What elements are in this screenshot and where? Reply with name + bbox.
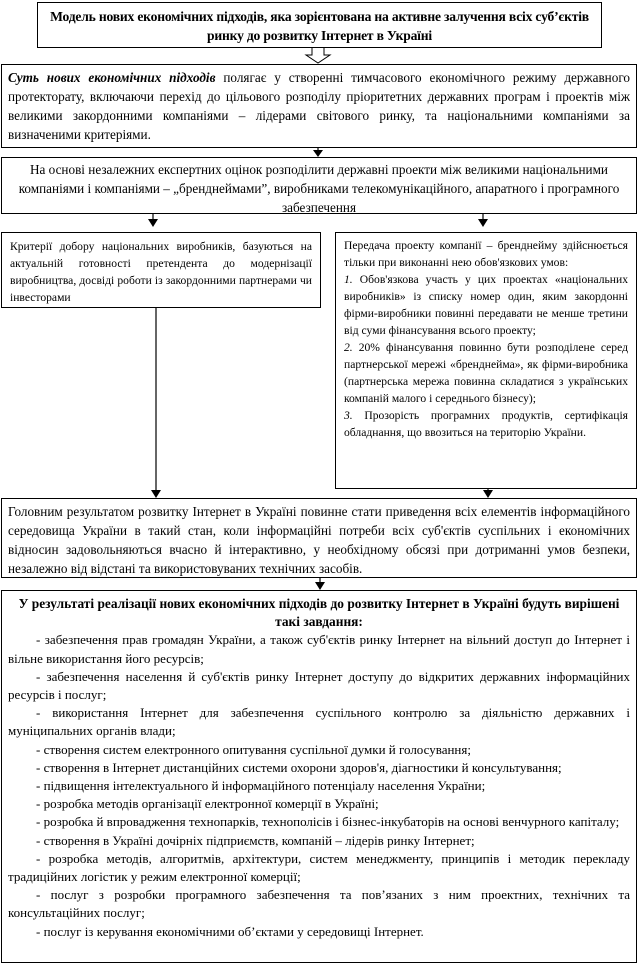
task-item: - забезпечення населення й суб'єктів ринку Інтернет доступу до відкритих державних інформаційних ресурсів і послуг; — [8, 668, 630, 703]
task-item: - послуг із керування економічними об’єктами у середовищі Інтернет. — [36, 923, 424, 939]
condition-item — [344, 271, 628, 339]
result-text: Головним результатом розвитку Інтернет в Україні повинне стати приведення всіх елементів інформаційного середовища України в такий стан, коли інформаційні потреби всіх суб'єктів суспільних і економічних відносин задовольняються вчасно й інтерактивно, у необхідному обсязі при дотриманні умов безпеки, незалежно від відстані та використовуваних технічних засобів. — [8, 504, 630, 576]
condition-number: 1. — [344, 273, 353, 286]
criteria-text: Критерії добору національних виробників, базуються на актуальній готовності претендента до модернізації виробництва, досвіді роботи із закордонними партнерами чи інвесторами — [10, 240, 312, 304]
title-box — [37, 2, 602, 48]
condition-item — [344, 339, 628, 407]
arrow-essence-to-distribution — [313, 148, 323, 157]
task-item: - використання Інтернет для забезпечення суспільного контролю за діяльністю державних і муніципальних органів влади; — [8, 705, 630, 739]
hollow-arrow-icon — [306, 48, 330, 63]
arrow-distribution-to-transfer — [478, 214, 488, 227]
condition-item — [344, 407, 628, 441]
task-item: - створення в Україні дочірніх підприємств, компаній – лідерів ринку Інтернет; — [36, 832, 475, 848]
distribution-box — [1, 157, 637, 214]
criteria-box — [1, 232, 321, 308]
condition-text: Обов'язкова участь у цих проектах «національних виробників» із списку номер один, яким закордонні фірми-виробники повинні передавати не менше третини від суми фінансування всього проекту; — [344, 273, 628, 337]
condition-number: 3. — [344, 409, 353, 422]
title-text: Модель нових економічних підходів, яка зорієнтована на активне залучення всіх суб’єктів ринку до розвитку Інтернет в Україні — [50, 9, 589, 43]
essence-box — [1, 64, 637, 148]
task-item: - створення систем електронного опитування суспільної думки й голосування; — [36, 741, 471, 757]
condition-text: 20% фінансування повинно бути розподілене серед партнерської мережі «бренднейма», як фірми-виробника (партнерська мережа повинна складатися з українських компаній малого і середнього бізнесу); — [344, 341, 628, 405]
essence-text: полягає у створенні тимчасового економічного режиму державного протекторату, включаючи перехід до цільового розподілу пріоритетних державних програм і проектів між великими закордонними компаніями – лідерами світового ринку, та національними компаніями за визначеними критеріями. — [8, 70, 630, 142]
transfer-intro: Передача проекту компанії – бренднейму здійснюється тільки при виконанні нею обов'язкових умов: — [344, 239, 628, 269]
distribution-text: На основі незалежних експертних оцінок розподілити державні проекти між великими національними компаніями і компаніями – „бренднеймами”, виробниками телекомунікаційного, апаратного і програмного забезпечення — [18, 162, 620, 215]
condition-number: 2. — [344, 341, 353, 354]
task-item: - розробка методів організації електронної комерції в Україні; — [36, 796, 379, 812]
result-box — [1, 498, 637, 578]
task-item: - розробка методів, алгоритмів, архітектури, систем менеджменту, принципів і методик перекладу традиційних логістик у режим електронної комерції; — [8, 850, 630, 885]
arrow-criteria-to-result — [151, 308, 161, 498]
tasks-heading: У результаті реалізації нових економічних підходів до розвитку Інтернет в Україні будуть вирішені такі завдання: — [18, 596, 620, 630]
tasks-box — [1, 590, 637, 963]
arrow-transfer-to-result — [483, 489, 493, 498]
task-item: - підвищення інтелектуального й інформаційного потенціалу населення України; — [36, 778, 486, 794]
essence-lead: Суть нових економічних підходів — [8, 70, 216, 85]
condition-text: Прозорість програмних продуктів, сертифікація обладнання, що ввозиться на територію України. — [344, 409, 628, 439]
task-item: - забезпечення прав громадян України, а також суб'єктів ринку Інтернет на вільний доступ до Інтернет і вільне використання його ресурсів; — [8, 632, 630, 666]
arrow-distribution-to-criteria — [148, 214, 158, 227]
task-item: - розробка й впровадження технопарків, технополісів і бізнес-інкубаторів на основі венчурного капіталу; — [36, 814, 620, 830]
task-item: - послуг з розробки програмного забезпечення та пов’язаних з ним проектних, технічних та консультаційних послуг; — [8, 887, 630, 921]
transfer-box — [335, 232, 637, 489]
arrow-result-to-tasks — [315, 578, 325, 590]
task-item: - створення в Інтернет дистанційних системи охорони здоров'я, діагностики й консультування; — [36, 759, 562, 775]
